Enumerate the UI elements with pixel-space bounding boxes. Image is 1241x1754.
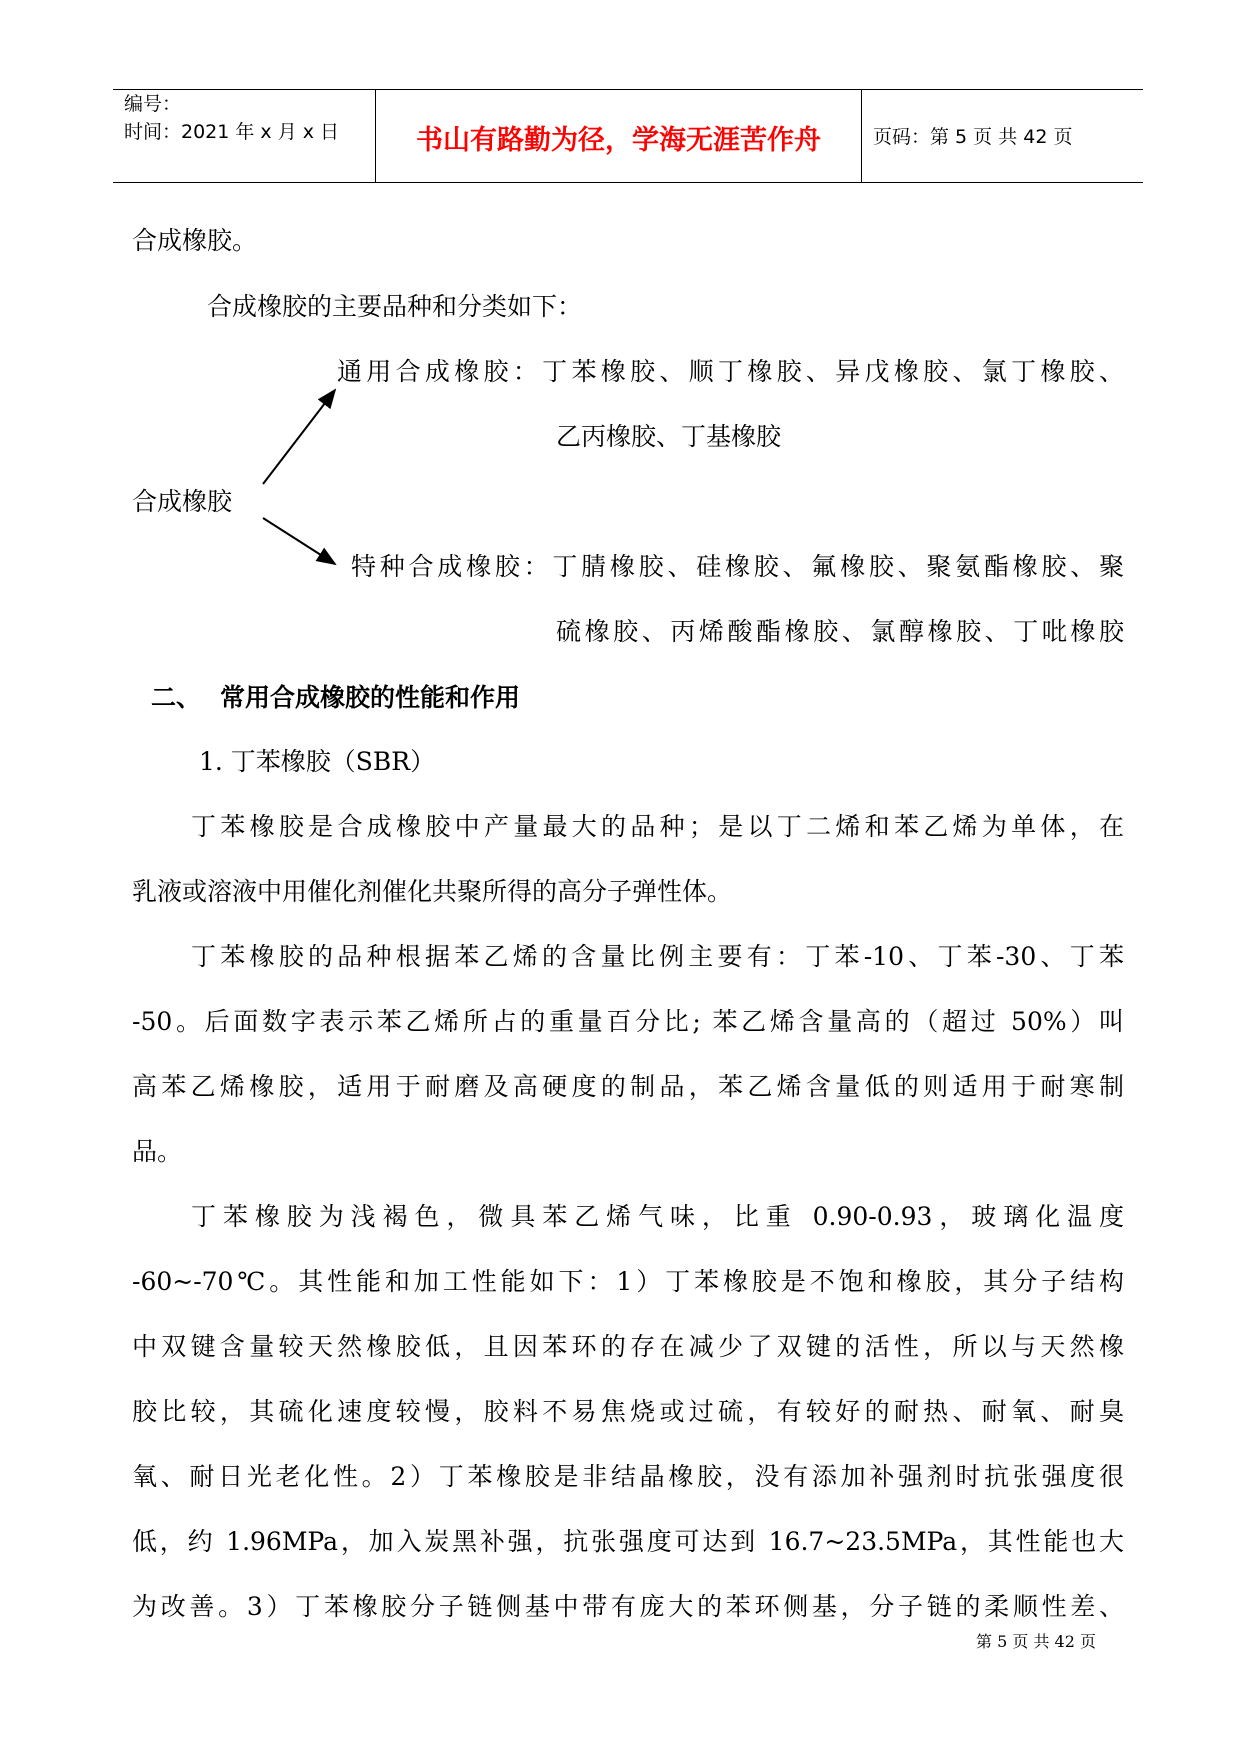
arrow-general-icon: [263, 390, 335, 484]
paragraph-line: 中双键含量较天然橡胶低，且因苯环的存在减少了双键的活性，所以与天然橡: [132, 1332, 1124, 1361]
paragraph-line: 高苯乙烯橡胶，适用于耐磨及高硬度的制品，苯乙烯含量低的则适用于耐寒制: [132, 1072, 1124, 1101]
paragraph-line: -50。后面数字表示苯乙烯所占的重量百分比; 苯乙烯含量高的（超过 50%）叫: [132, 1007, 1124, 1036]
subsection-heading: 1. 丁苯橡胶（SBR）: [199, 747, 436, 776]
doc-number-label: 编号：: [124, 93, 182, 115]
tree-root-label: 合成橡胶: [132, 487, 233, 516]
paragraph-line: 为改善。3）丁苯橡胶分子链侧基中带有庞大的苯环侧基，分子链的柔顺性差、: [132, 1592, 1124, 1621]
paragraph-line: 乳液或溶液中用催化剂催化共聚所得的高分子弹性体。: [132, 877, 733, 906]
doc-date: 时间：2021 年 x 月 x 日: [124, 121, 340, 143]
arrow-special-icon: [263, 518, 335, 564]
general-rubber-line: 乙丙橡胶、丁基橡胶: [556, 422, 782, 451]
special-rubber-line: 硫橡胶、丙烯酸酯橡胶、氯醇橡胶、丁吡橡胶: [556, 617, 1124, 646]
header-motto: 书山有路勤为径，学海无涯苦作舟: [416, 125, 821, 156]
general-rubber-line: 通用合成橡胶：丁苯橡胶、顺丁橡胶、异戊橡胶、氯丁橡胶、: [337, 357, 1124, 386]
page-footer: 第 5 页 共 42 页: [976, 1632, 1096, 1651]
paragraph-line: 品。: [132, 1137, 183, 1166]
paragraph-line: 低，约 1.96MPa，加入炭黑补强，抗张强度可达到 16.7~23.5MPa，其性能也大: [132, 1527, 1124, 1556]
paragraph-line: -60~-70℃。其性能和加工性能如下：1）丁苯橡胶是不饱和橡胶，其分子结构: [132, 1267, 1124, 1296]
text-line: 合成橡胶。: [132, 226, 258, 255]
paragraph-line: 丁苯橡胶为浅褐色，微具苯乙烯气味，比重 0.90-0.93，玻璃化温度: [191, 1202, 1124, 1231]
section-heading: 常用合成橡胶的性能和作用: [220, 683, 521, 712]
paragraph-line: 丁苯橡胶的品种根据苯乙烯的含量比例主要有：丁苯-10、丁苯-30、丁苯: [191, 942, 1124, 971]
paragraph-line: 丁苯橡胶是合成橡胶中产量最大的品种；是以丁二烯和苯乙烯为单体，在: [191, 812, 1124, 841]
paragraph-line: 氧、耐日光老化性。2）丁苯橡胶是非结晶橡胶，没有添加补强剂时抗张强度很: [132, 1462, 1124, 1491]
text-line: 合成橡胶的主要品种和分类如下：: [207, 292, 583, 321]
header-page-info: 页码：第 5 页 共 42 页: [873, 126, 1073, 148]
section-number: 二、: [151, 683, 202, 712]
special-rubber-line: 特种合成橡胶：丁腈橡胶、硅橡胶、氟橡胶、聚氨酯橡胶、聚: [351, 552, 1124, 581]
paragraph-line: 胶比较，其硫化速度较慢，胶料不易焦烧或过硫，有较好的耐热、耐氧、耐臭: [132, 1397, 1124, 1426]
